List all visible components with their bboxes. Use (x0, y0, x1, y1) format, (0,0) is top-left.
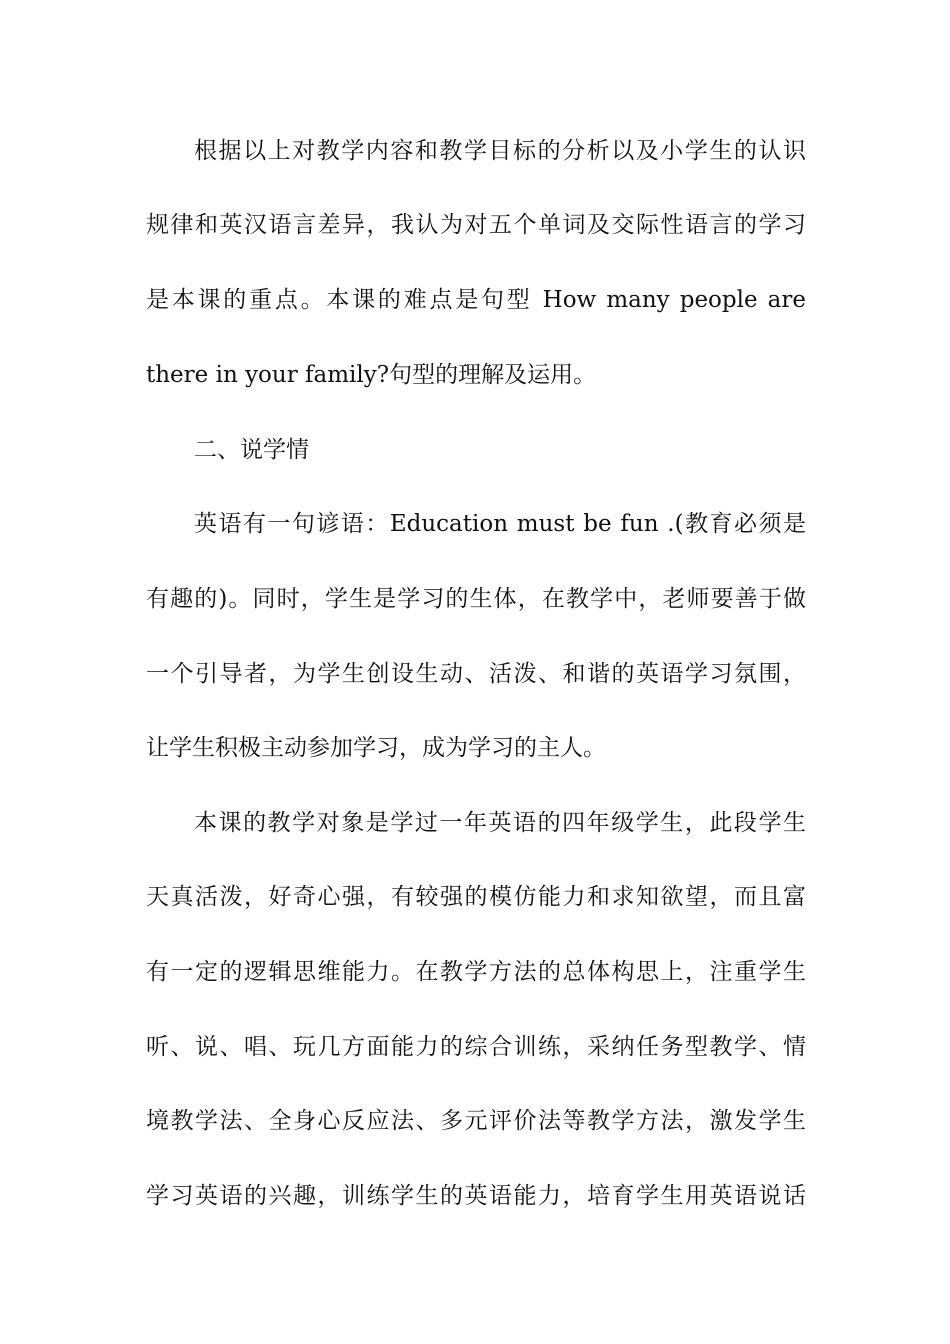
paragraph-line: 英语有一句谚语：Education must be fun .(教育必须是 (194, 511, 806, 537)
paragraph-line: 有趣的)。同时，学生是学习的生体，在教学中，老师要善于做 (146, 586, 806, 612)
paragraph-line: 规律和英汉语言差异，我认为对五个单词及交际性语言的学习 (146, 212, 806, 238)
paragraph-line: 学习英语的兴趣，训练学生的英语能力，培育学生用英语说话 (146, 1183, 806, 1209)
paragraph-line: 本课的教学对象是学过一年英语的四年级学生，此段学生 (194, 810, 806, 836)
paragraph-line: 是本课的重点。本课的难点是句型 How many people are (146, 287, 806, 313)
section-heading: 二、说学情 (194, 437, 309, 463)
paragraph-line: 境教学法、全身心反应法、多元评价法等教学方法，激发学生 (146, 1108, 806, 1134)
paragraph-line: 一个引导者，为学生创设生动、活泼、和谐的英语学习氛围， (146, 661, 806, 687)
paragraph-line: 天真活泼，好奇心强，有较强的模仿能力和求知欲望，而且富 (146, 884, 806, 910)
paragraph-line: 有一定的逻辑思维能力。在教学方法的总体构思上，注重学生 (146, 959, 806, 985)
paragraph-line: 让学生积极主动参加学习，成为学习的主人。 (146, 735, 606, 761)
paragraph-line: 听、说、唱、玩几方面能力的综合训练，采纳任务型教学、情 (146, 1034, 806, 1060)
paragraph-line: there in your family?句型的理解及运用。 (146, 362, 597, 388)
paragraph-line: 根据以上对教学内容和教学目标的分析以及小学生的认识 (194, 138, 806, 164)
